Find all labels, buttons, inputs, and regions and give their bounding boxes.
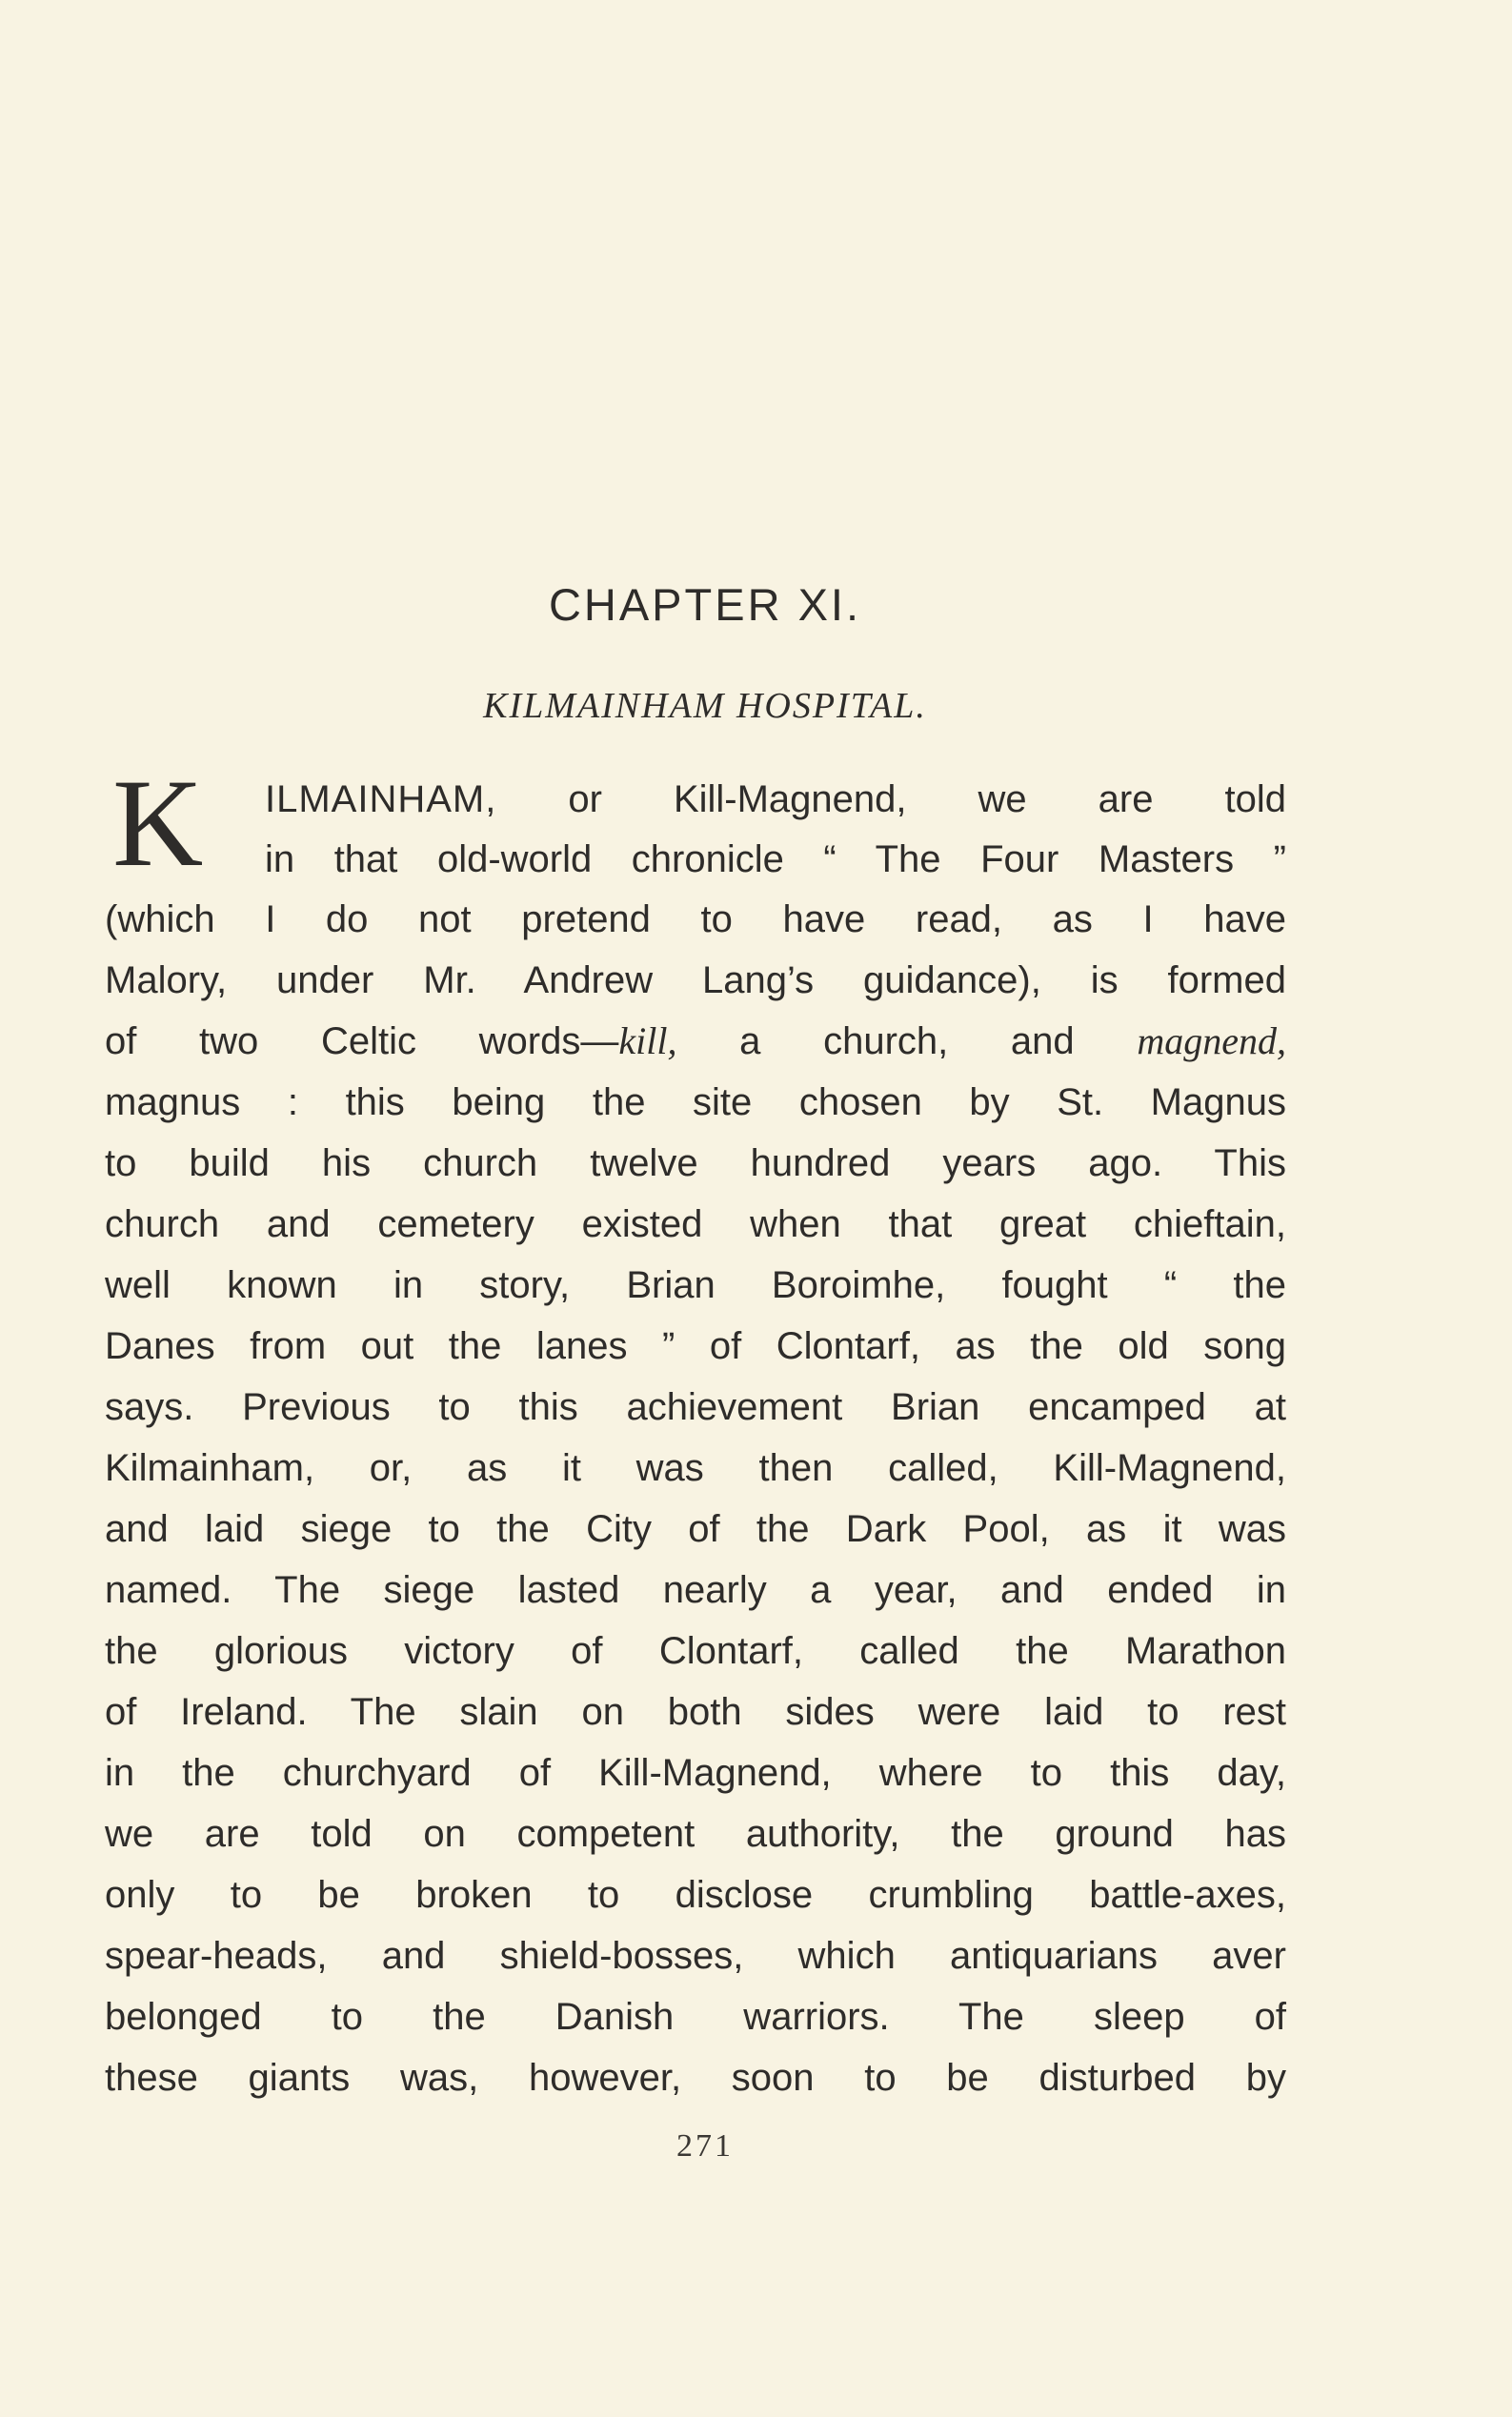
text-line-15: the glorious victory of Clontarf, called the Marathon bbox=[105, 1630, 1286, 1672]
text-line-14: named. The siege lasted nearly a year, and ended in bbox=[105, 1569, 1286, 1611]
line-1-rest: or Kill-Magnend, we are told bbox=[496, 778, 1286, 820]
chapter-title: CHAPTER XI. bbox=[548, 579, 862, 630]
drop-cap: K bbox=[112, 753, 204, 893]
text-line-16: of Ireland. The slain on both sides were laid to rest bbox=[105, 1691, 1286, 1733]
text-line-6: magnus : this being the site chosen by St. Magnus bbox=[105, 1081, 1286, 1123]
text-line-11: says. Previous to this achievement Brian encamped at bbox=[105, 1386, 1286, 1428]
line-5-a: of two Celtic words— bbox=[105, 1020, 619, 1062]
text-line-18: we are told on competent authority, the ground has bbox=[105, 1813, 1286, 1855]
word-kill: kill, bbox=[618, 1019, 677, 1062]
text-line-19: only to be broken to disclose crumbling battle-axes, bbox=[105, 1874, 1286, 1916]
text-line-4: Malory, under Mr. Andrew Lang’s guidance), is formed bbox=[105, 959, 1286, 1001]
text-line-3: (which I do not pretend to have read, as I have bbox=[105, 898, 1286, 940]
text-line-10: Danes from out the lanes ” of Clontarf, as the old song bbox=[105, 1325, 1286, 1367]
opening-caps: ILMAINHAM, bbox=[265, 778, 497, 820]
text-line-13: and laid siege to the City of the Dark Pool, as it was bbox=[105, 1508, 1286, 1550]
text-line-9: well known in story, Brian Boroimhe, fought “ the bbox=[105, 1264, 1286, 1306]
text-line-1 bbox=[265, 776, 1286, 822]
line-5-b: a church, and bbox=[676, 1020, 1138, 1062]
page-number: 271 bbox=[676, 2128, 734, 2164]
text-line-22: these giants was, however, soon to be disturbed by bbox=[105, 2057, 1286, 2099]
text-line-8: church and cemetery existed when that great chieftain, bbox=[105, 1203, 1286, 1245]
text-line-5 bbox=[105, 1018, 1286, 1064]
text-line-12: Kilmainham, or, as it was then called, Kill-Magnend, bbox=[105, 1447, 1286, 1489]
chapter-subtitle: KILMAINHAM HOSPITAL. bbox=[483, 686, 927, 726]
text-line-2: in that old-world chronicle “ The Four Masters ” bbox=[265, 838, 1286, 880]
text-line-21: belonged to the Danish warriors. The sleep of bbox=[105, 1996, 1286, 2038]
word-magnend: magnend, bbox=[1137, 1019, 1286, 1062]
text-line-17: in the churchyard of Kill-Magnend, where to this day, bbox=[105, 1752, 1286, 1794]
text-line-20: spear-heads, and shield-bosses, which antiquarians aver bbox=[105, 1935, 1286, 1977]
text-line-7: to build his church twelve hundred years ago. This bbox=[105, 1142, 1286, 1184]
